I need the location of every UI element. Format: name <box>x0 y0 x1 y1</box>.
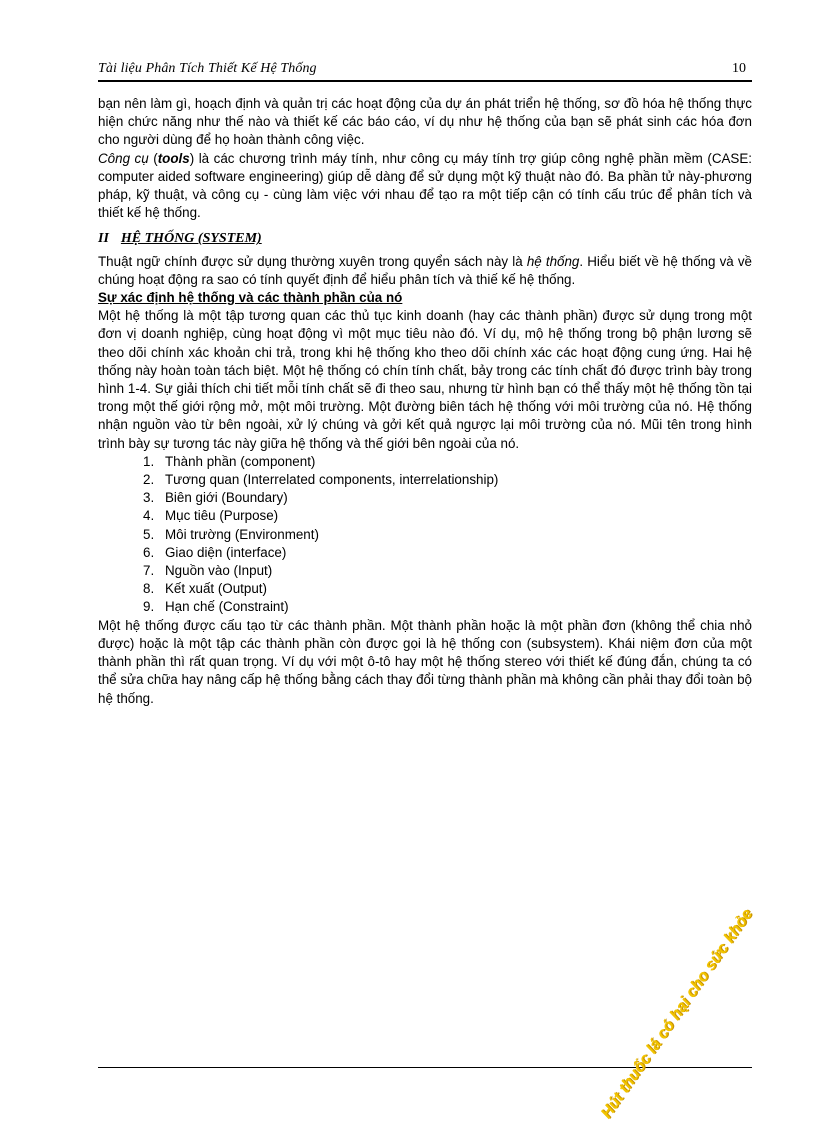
section-p1-italic: hệ thống <box>526 253 580 269</box>
section-paragraph-3: Một hệ thống được cấu tạo từ các thành phần. Một thành phần hoặc là một phần đơn (không thể chia nhỏ được) hoặc là một tập các thành phần còn được gọi là hệ thống con (subsystem). Khái niệm đơn của một thành phần thì rất quan trọng. Ví dụ với một ô-tô hay một hệ thống stereo với thiết kế đúng đắn, chúng ta có thể sửa chữa hay nâng cấp hệ thống bằng cách thay đổi từng thành phần mà không cần phải thay đổi toàn bộ hệ thống. <box>98 617 752 706</box>
header-title: Tài liệu Phân Tích Thiết Kế Hệ Thống <box>98 61 317 76</box>
list-item-text: Mục tiêu (Purpose) <box>165 508 279 524</box>
list-item-text: Hạn chế (Constraint) <box>165 599 289 615</box>
body-text <box>98 95 752 708</box>
list-item-text: Kết xuất (Output) <box>165 581 267 597</box>
list-item <box>143 489 752 507</box>
page-number: 10 <box>732 61 746 76</box>
properties-list <box>98 453 752 617</box>
list-item-number: 1. <box>143 453 155 469</box>
list-item-number: 6. <box>143 544 155 560</box>
section-label: HỆ THỐNG (SYSTEM) <box>120 231 262 247</box>
list-item-text: Thành phần (component) <box>165 453 316 469</box>
list-item-number: 5. <box>143 526 155 542</box>
list-item-text: Môi trường (Environment) <box>165 526 319 542</box>
intro-paragraph-tools <box>98 150 752 223</box>
section-number: II <box>98 231 109 247</box>
list-item <box>143 562 752 580</box>
section-heading <box>98 230 752 248</box>
section-paragraph-1 <box>98 253 752 289</box>
list-item <box>143 580 752 598</box>
tools-term: Công cụ <box>98 150 149 166</box>
section-p1-text: Thuật ngữ chính được sử dụng thường xuyên trong quyển sách này là <box>98 253 527 269</box>
health-warning-stamp: Hút thuốc lá có hại cho sức khỏe <box>598 906 757 1122</box>
subheading: Sự xác định hệ thống và các thành phần của nó <box>98 290 403 306</box>
section-paragraph-2: Một hệ thống là một tập tương quan các thủ tục kinh doanh (hay các thành phần) được sử dụng trong một đơn vị doanh nghiệp, cùng hoạt động vì một mục tiêu nào đó. Ví dụ, mộ hệ thống trong bộ phận lương sẽ theo dõi chính xác khoản chi trả, trong khi hệ thống kho theo dõi chính xác các hoạt động cung ứng. Hai hệ thống này hoàn toàn tách biệt. Một hệ thống có chín tính chất, bảy trong các tính chất đó được trình bày trong hình 1-4. Sự giải thích chi tiết mỗi tính chất sẽ đi theo sau, nhưng từ hình bạn có thể thấy một hệ thống tồn tại trong một thế giới rộng mở, một môi trường. Một đường biên tách hệ thống với môi trường của nó. Hệ thống nhận nguồn vào từ bên ngoài, xử lý chúng và gởi kết quả ngược lại môi trường của nó. Mũi tên trong hình trình bày sự tương tác này giữa hệ thống và thế giới bên ngoài của nó. <box>98 308 752 451</box>
list-item <box>143 453 752 471</box>
list-item-text: Tương quan (Interrelated components, interrelationship) <box>165 472 499 488</box>
list-item-text: Nguồn vào (Input) <box>165 563 273 579</box>
tools-open-paren: ( <box>148 150 158 166</box>
list-item <box>143 526 752 544</box>
list-item-number: 3. <box>143 490 155 506</box>
intro-paragraph-1: bạn nên làm gì, hoạch định và quản trị các hoạt động của dự án phát triển hệ thống, sơ đồ hóa hệ thống thực hiện chức năng như thế nào và thiết kế các báo cáo, ví dụ như hệ thống của bạn sẽ phát sinh các hóa đơn cho người dùng để họ hoàn thành công việc. <box>98 96 752 148</box>
list-item-number: 9. <box>143 599 155 615</box>
list-item-number: 4. <box>143 508 155 524</box>
list-item <box>143 598 752 616</box>
list-item-number: 7. <box>143 563 155 579</box>
page-header <box>98 58 752 82</box>
tools-word: tools <box>157 150 190 166</box>
list-item-text: Giao diện (interface) <box>165 544 287 560</box>
list-item <box>143 507 752 525</box>
list-item-number: 2. <box>143 472 155 488</box>
list-item-number: 8. <box>143 581 155 597</box>
list-item <box>143 544 752 562</box>
list-item <box>143 471 752 489</box>
list-item-text: Biên giới (Boundary) <box>165 490 288 506</box>
section-p1-after: . Hiểu biết về hệ thống và về chúng hoạt động ra sao có tính quyết định để hiểu phân tích và thiế kế hệ thống. <box>98 253 752 287</box>
tools-rest: ) là các chương trình máy tính, như công cụ máy tính trợ giúp công nghệ phần mềm (CASE: computer aided software engineering) giúp dễ dàng để sử dụng một kỹ thuật nào đó. Ba phần tử này-phương pháp, kỹ thuật, và công cụ - cùng làm việc với nhau để tạo ra một tiếp cận có tính cấu trúc để phân tích và thiết kế hệ thống. <box>98 150 753 221</box>
footer-divider <box>98 1067 752 1068</box>
